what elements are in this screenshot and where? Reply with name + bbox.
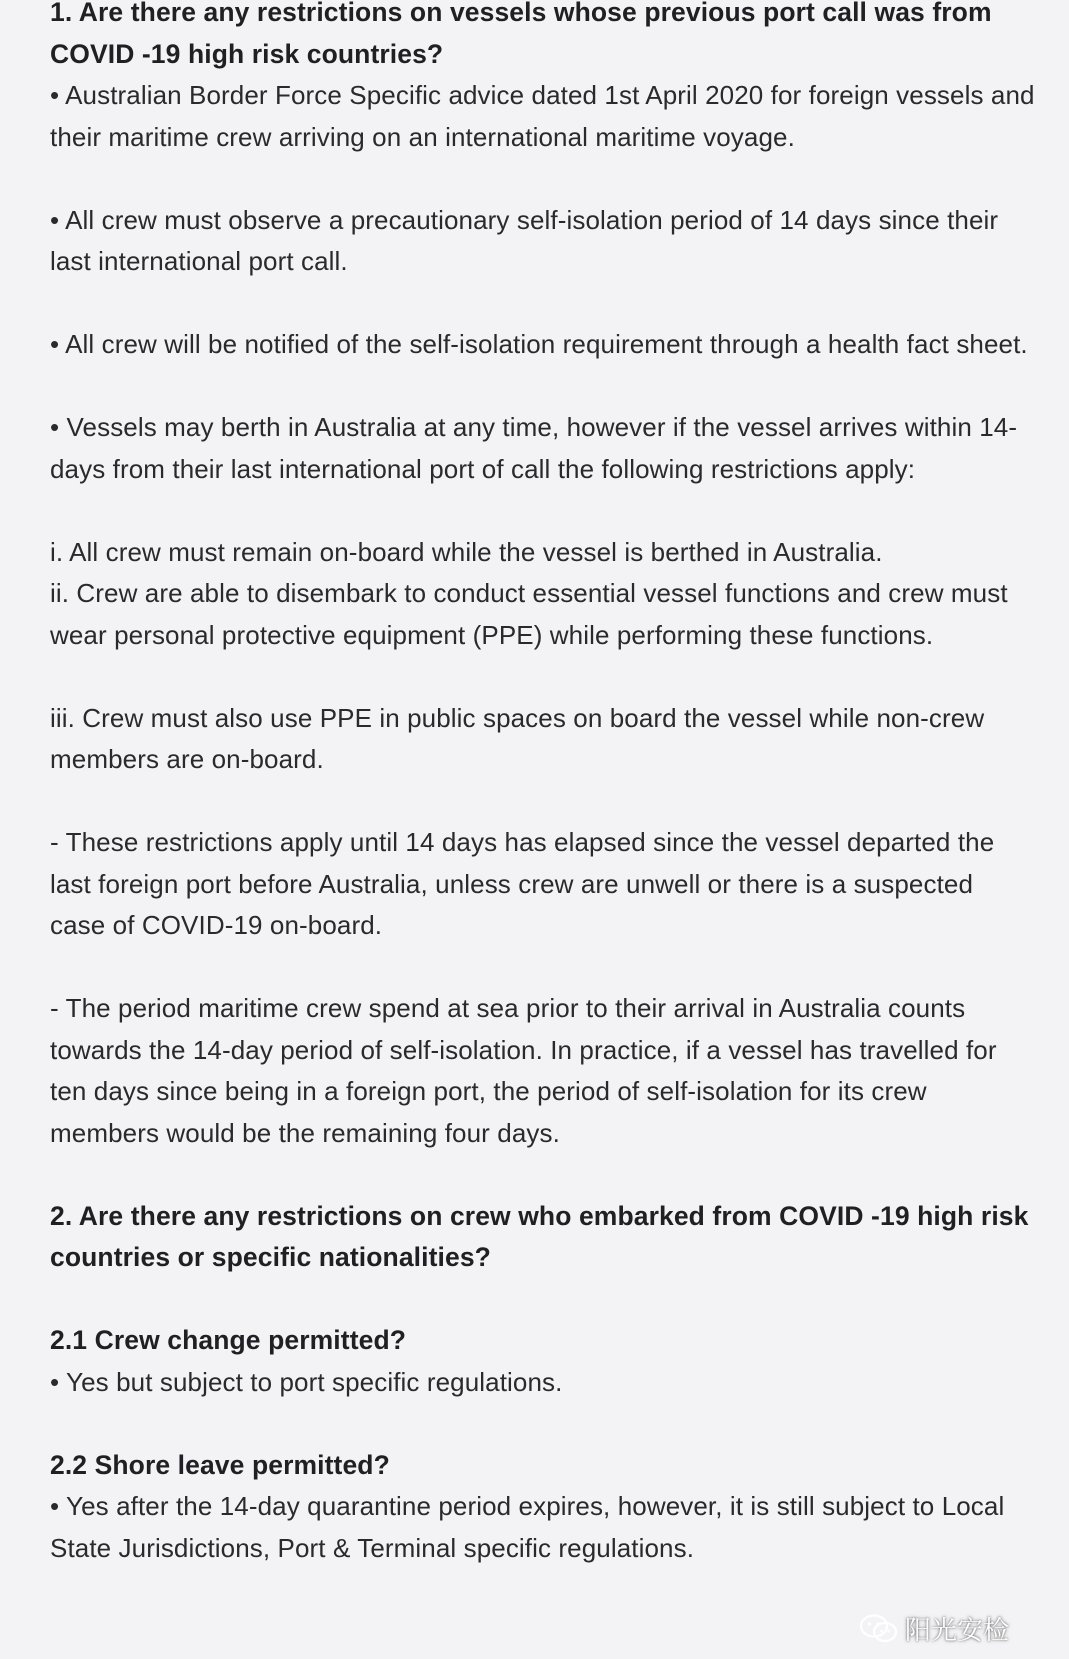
question-1-paragraph-3: • All crew will be notified of the self-isolation requirement through a health fact sheet. [50,329,1028,359]
question-2-heading: 2. Are there any restrictions on crew who embarked from COVID -19 high risk countries or specific nationalities? [50,1200,1029,1272]
watermark-text: 阳光安检 [904,1616,1009,1646]
watermark [859,1610,1009,1647]
document-body [50,0,1035,1569]
restriction-ii: ii. Crew are able to disembark to conduct essential vessel functions and crew must wear personal protective equipment (PPE) while performing these functions. [50,578,1008,650]
question-2-1-text: • Yes but subject to port specific regulations. [50,1366,563,1397]
wechat-icon [859,1613,899,1645]
question-1-heading: 1. Are there any restrictions on vessels whose previous port call was from COVID -19 high risk countries? [50,0,992,69]
question-1-paragraph-1: • Australian Border Force Specific advice dated 1st April 2020 for foreign vessels and their maritime crew arriving on an international maritime voyage. [50,80,1035,152]
question-1-paragraph-2: • All crew must observe a precautionary self-isolation period of 14 days since their last international port call. [50,204,999,276]
restriction-note-1: - These restrictions apply until 14 days has elapsed since the vessel departed the last foreign port before Australia, unless crew are unwell or there is a suspected case of COVID-19 on-board. [50,827,995,940]
question-1-paragraph-4: • Vessels may berth in Australia at any time, however if the vessel arrives within 14-days from their last international port of call the following restrictions apply: [50,412,1018,484]
restriction-iii: iii. Crew must also use PPE in public spaces on board the vessel while non-crew members are on-board. [50,702,985,774]
question-2-2-text: • Yes after the 14-day quarantine period expires, however, it is still subject to Local State Jurisdictions, Port & Terminal specific regulations. [50,1491,1005,1563]
restriction-note-2: - The period maritime crew spend at sea prior to their arrival in Australia counts towards the 14-day period of self-isolation. In practice, if a vessel has travelled for ten days since being in a foreign port, the period of self-isolation for its crew members would be the remaining four days. [50,993,997,1148]
restriction-i: i. All crew must remain on-board while the vessel is berthed in Australia. [50,536,883,567]
question-2-2-heading: 2.2 Shore leave permitted? [50,1449,390,1480]
question-2-1-heading: 2.1 Crew change permitted? [50,1325,407,1355]
